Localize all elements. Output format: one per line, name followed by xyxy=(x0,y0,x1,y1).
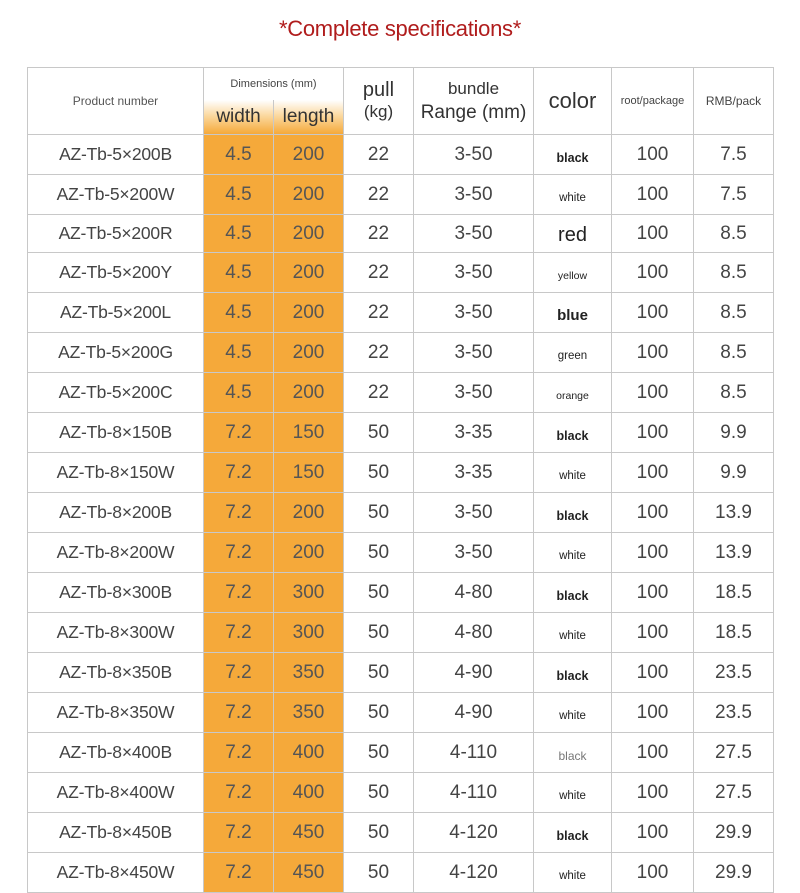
cell-color: black xyxy=(534,733,612,773)
cell-width: 4.5 xyxy=(204,293,274,333)
cell-root-package: 100 xyxy=(612,653,694,693)
cell-width: 7.2 xyxy=(204,453,274,493)
cell-width: 7.2 xyxy=(204,493,274,533)
cell-bundle-range: 3-35 xyxy=(414,413,534,453)
cell-rmb-pack: 8.5 xyxy=(694,373,774,413)
cell-root-package: 100 xyxy=(612,813,694,853)
cell-pull: 22 xyxy=(344,373,414,413)
cell-color: white xyxy=(534,175,612,215)
cell-width: 4.5 xyxy=(204,215,274,253)
cell-root-package: 100 xyxy=(612,453,694,493)
cell-rmb-pack: 18.5 xyxy=(694,613,774,653)
cell-product-number: AZ-Tb-5×200C xyxy=(28,373,204,413)
cell-bundle-range: 3-50 xyxy=(414,373,534,413)
cell-product-number: AZ-Tb-8×300B xyxy=(28,573,204,613)
cell-color: white xyxy=(534,853,612,893)
cell-length: 350 xyxy=(274,693,344,733)
cell-root-package: 100 xyxy=(612,135,694,175)
cell-pull: 50 xyxy=(344,653,414,693)
cell-rmb-pack: 18.5 xyxy=(694,573,774,613)
table-row xyxy=(28,573,774,613)
header-dimensions-group: Dimensions (mm) xyxy=(204,68,344,101)
cell-color: black xyxy=(534,653,612,693)
table-row xyxy=(28,653,774,693)
table-row xyxy=(28,493,774,533)
cell-length: 200 xyxy=(274,215,344,253)
cell-rmb-pack: 13.9 xyxy=(694,493,774,533)
cell-bundle-range: 3-35 xyxy=(414,453,534,493)
cell-rmb-pack: 27.5 xyxy=(694,733,774,773)
cell-width: 4.5 xyxy=(204,253,274,293)
cell-pull: 50 xyxy=(344,813,414,853)
cell-length: 400 xyxy=(274,733,344,773)
cell-product-number: AZ-Tb-5×200R xyxy=(28,215,204,253)
cell-color: black xyxy=(534,413,612,453)
cell-rmb-pack: 23.5 xyxy=(694,693,774,733)
cell-color: white xyxy=(534,613,612,653)
cell-bundle-range: 3-50 xyxy=(414,175,534,215)
cell-rmb-pack: 8.5 xyxy=(694,215,774,253)
cell-pull: 50 xyxy=(344,773,414,813)
cell-color: white xyxy=(534,773,612,813)
cell-pull: 22 xyxy=(344,175,414,215)
cell-pull: 22 xyxy=(344,215,414,253)
cell-root-package: 100 xyxy=(612,333,694,373)
cell-bundle-range: 4-80 xyxy=(414,613,534,653)
cell-product-number: AZ-Tb-8×200B xyxy=(28,493,204,533)
cell-length: 200 xyxy=(274,533,344,573)
cell-width: 7.2 xyxy=(204,853,274,893)
cell-length: 300 xyxy=(274,613,344,653)
cell-pull: 22 xyxy=(344,253,414,293)
cell-product-number: AZ-Tb-8×350W xyxy=(28,693,204,733)
cell-pull: 22 xyxy=(344,135,414,175)
cell-rmb-pack: 27.5 xyxy=(694,773,774,813)
header-pull-label: pull xyxy=(362,79,395,101)
cell-bundle-range: 4-90 xyxy=(414,693,534,733)
cell-color: green xyxy=(534,333,612,373)
cell-bundle-range: 4-90 xyxy=(414,653,534,693)
cell-pull: 22 xyxy=(344,333,414,373)
header-range-top: bundle xyxy=(447,79,500,98)
specifications-table xyxy=(27,67,774,893)
page-title: *Complete specifications* xyxy=(279,16,521,41)
cell-root-package: 100 xyxy=(612,573,694,613)
cell-product-number: AZ-Tb-5×200W xyxy=(28,175,204,215)
cell-rmb-pack: 9.9 xyxy=(694,453,774,493)
table-row xyxy=(28,813,774,853)
cell-root-package: 100 xyxy=(612,413,694,453)
specifications-table-container xyxy=(27,67,773,893)
cell-length: 200 xyxy=(274,493,344,533)
header-product-number: Product number xyxy=(28,68,204,135)
cell-bundle-range: 4-110 xyxy=(414,773,534,813)
cell-root-package: 100 xyxy=(612,613,694,653)
header-width: width xyxy=(204,100,274,135)
cell-product-number: AZ-Tb-8×400W xyxy=(28,773,204,813)
cell-product-number: AZ-Tb-8×450B xyxy=(28,813,204,853)
table-body xyxy=(28,135,774,893)
cell-color: blue xyxy=(534,293,612,333)
cell-pull: 50 xyxy=(344,453,414,493)
cell-bundle-range: 3-50 xyxy=(414,533,534,573)
cell-pull: 50 xyxy=(344,613,414,653)
cell-width: 7.2 xyxy=(204,613,274,653)
table-row xyxy=(28,453,774,493)
cell-product-number: AZ-Tb-8×300W xyxy=(28,613,204,653)
cell-root-package: 100 xyxy=(612,853,694,893)
cell-color: yellow xyxy=(534,253,612,293)
cell-width: 7.2 xyxy=(204,733,274,773)
table-row xyxy=(28,293,774,333)
cell-pull: 50 xyxy=(344,413,414,453)
cell-root-package: 100 xyxy=(612,533,694,573)
table-row xyxy=(28,135,774,175)
cell-color: white xyxy=(534,533,612,573)
cell-pull: 50 xyxy=(344,733,414,773)
cell-bundle-range: 3-50 xyxy=(414,215,534,253)
cell-width: 4.5 xyxy=(204,373,274,413)
cell-color: black xyxy=(534,135,612,175)
cell-pull: 22 xyxy=(344,293,414,333)
cell-width: 7.2 xyxy=(204,653,274,693)
cell-rmb-pack: 8.5 xyxy=(694,253,774,293)
cell-width: 7.2 xyxy=(204,773,274,813)
cell-root-package: 100 xyxy=(612,373,694,413)
cell-length: 350 xyxy=(274,653,344,693)
table-row xyxy=(28,773,774,813)
cell-product-number: AZ-Tb-5×200B xyxy=(28,135,204,175)
cell-length: 150 xyxy=(274,413,344,453)
cell-color: black xyxy=(534,813,612,853)
header-rmb-pack: RMB/pack xyxy=(694,68,774,135)
cell-bundle-range: 3-50 xyxy=(414,293,534,333)
cell-root-package: 100 xyxy=(612,293,694,333)
table-row xyxy=(28,533,774,573)
table-row xyxy=(28,613,774,653)
cell-bundle-range: 4-80 xyxy=(414,573,534,613)
cell-pull: 50 xyxy=(344,533,414,573)
cell-length: 450 xyxy=(274,853,344,893)
cell-bundle-range: 3-50 xyxy=(414,493,534,533)
cell-width: 4.5 xyxy=(204,333,274,373)
cell-root-package: 100 xyxy=(612,493,694,533)
cell-rmb-pack: 9.9 xyxy=(694,413,774,453)
cell-bundle-range: 4-120 xyxy=(414,853,534,893)
cell-width: 7.2 xyxy=(204,693,274,733)
table-row xyxy=(28,333,774,373)
table-row xyxy=(28,853,774,893)
cell-width: 7.2 xyxy=(204,533,274,573)
cell-product-number: AZ-Tb-8×150B xyxy=(28,413,204,453)
cell-root-package: 100 xyxy=(612,215,694,253)
cell-length: 200 xyxy=(274,293,344,333)
table-row xyxy=(28,413,774,453)
cell-length: 150 xyxy=(274,453,344,493)
cell-length: 200 xyxy=(274,135,344,175)
cell-color: black xyxy=(534,573,612,613)
table-row xyxy=(28,693,774,733)
cell-root-package: 100 xyxy=(612,175,694,215)
cell-color: black xyxy=(534,493,612,533)
cell-bundle-range: 4-110 xyxy=(414,733,534,773)
cell-color: white xyxy=(534,453,612,493)
cell-rmb-pack: 8.5 xyxy=(694,293,774,333)
cell-length: 200 xyxy=(274,253,344,293)
cell-rmb-pack: 7.5 xyxy=(694,175,774,215)
cell-bundle-range: 3-50 xyxy=(414,253,534,293)
cell-rmb-pack: 7.5 xyxy=(694,135,774,175)
cell-pull: 50 xyxy=(344,853,414,893)
cell-pull: 50 xyxy=(344,693,414,733)
cell-root-package: 100 xyxy=(612,693,694,733)
cell-color: white xyxy=(534,693,612,733)
cell-pull: 50 xyxy=(344,573,414,613)
cell-bundle-range: 4-120 xyxy=(414,813,534,853)
cell-product-number: AZ-Tb-8×400B xyxy=(28,733,204,773)
cell-product-number: AZ-Tb-8×450W xyxy=(28,853,204,893)
cell-root-package: 100 xyxy=(612,733,694,773)
cell-rmb-pack: 23.5 xyxy=(694,653,774,693)
cell-width: 4.5 xyxy=(204,175,274,215)
cell-rmb-pack: 8.5 xyxy=(694,333,774,373)
cell-bundle-range: 3-50 xyxy=(414,333,534,373)
header-pull xyxy=(344,68,414,135)
cell-rmb-pack: 29.9 xyxy=(694,813,774,853)
header-range-bottom: Range (mm) xyxy=(420,102,527,123)
cell-length: 200 xyxy=(274,373,344,413)
cell-product-number: AZ-Tb-8×150W xyxy=(28,453,204,493)
table-row xyxy=(28,215,774,253)
header-pull-unit: (kg) xyxy=(363,102,394,121)
cell-length: 300 xyxy=(274,573,344,613)
cell-color: red xyxy=(534,215,612,253)
table-row xyxy=(28,733,774,773)
cell-bundle-range: 3-50 xyxy=(414,135,534,175)
header-color: color xyxy=(534,68,612,135)
cell-pull: 50 xyxy=(344,493,414,533)
header-bundle-range xyxy=(414,68,534,135)
header-root-package: root/package xyxy=(612,68,694,135)
cell-product-number: AZ-Tb-8×200W xyxy=(28,533,204,573)
cell-product-number: AZ-Tb-5×200L xyxy=(28,293,204,333)
cell-product-number: AZ-Tb-5×200G xyxy=(28,333,204,373)
cell-width: 7.2 xyxy=(204,573,274,613)
cell-color: orange xyxy=(534,373,612,413)
cell-length: 200 xyxy=(274,175,344,215)
header-length: length xyxy=(274,100,344,135)
table-row xyxy=(28,175,774,215)
cell-length: 450 xyxy=(274,813,344,853)
table-row xyxy=(28,373,774,413)
cell-product-number: AZ-Tb-8×350B xyxy=(28,653,204,693)
cell-root-package: 100 xyxy=(612,253,694,293)
cell-width: 4.5 xyxy=(204,135,274,175)
cell-rmb-pack: 29.9 xyxy=(694,853,774,893)
cell-width: 7.2 xyxy=(204,813,274,853)
cell-width: 7.2 xyxy=(204,413,274,453)
table-header xyxy=(28,68,774,135)
cell-root-package: 100 xyxy=(612,773,694,813)
cell-rmb-pack: 13.9 xyxy=(694,533,774,573)
cell-length: 200 xyxy=(274,333,344,373)
table-row xyxy=(28,253,774,293)
cell-product-number: AZ-Tb-5×200Y xyxy=(28,253,204,293)
cell-length: 400 xyxy=(274,773,344,813)
